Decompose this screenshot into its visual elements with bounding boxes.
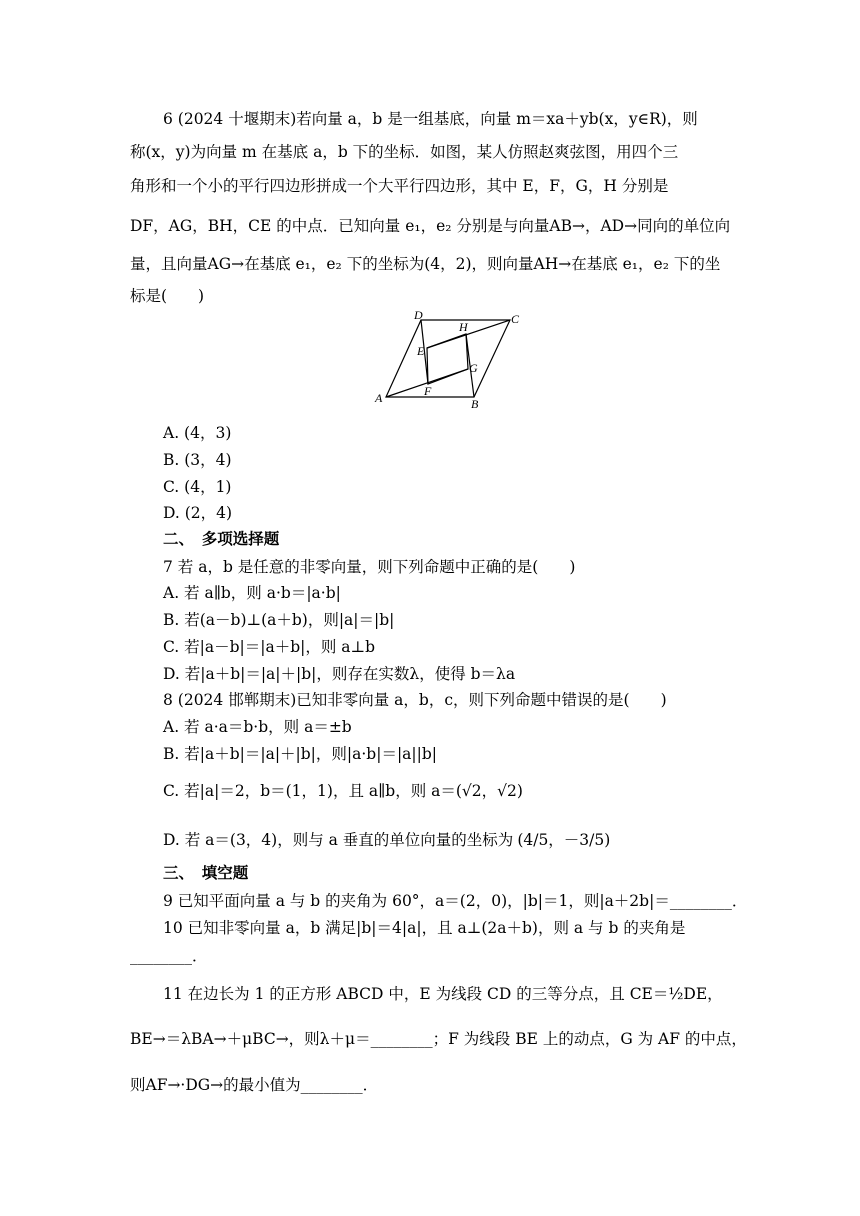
q11-line-2: BE→＝λBA→＋μBC→，则λ＋μ＝________；F 为线段 BE 上的动点，G 为 AF 的中点， (130, 1030, 747, 1048)
q8-option-c[interactable]: C. 若|a|＝2，b＝(1，1)，且 a∥b，则 a＝(√2，√2) (163, 782, 523, 800)
q6-option-a[interactable]: A. (4，3) (163, 424, 232, 442)
section-2-heading: 二、 多项选择题 (163, 529, 280, 548)
q6-line-6: 标是( ) (130, 287, 205, 305)
q10-line-2: ________． (130, 947, 208, 965)
label-a: A (375, 391, 383, 405)
q8-option-d-text: D. 若 a＝(3，4)，则与 a 垂直的单位向量的坐标为 (163, 831, 514, 849)
q7-stem: 7 若 a，b 是任意的非零向量，则下列命题中正确的是( ) (163, 558, 576, 576)
q6-line-4: DF，AG，BH，CE 的中点．已知向量 e₁，e₂ 分别是与向量AB→，AD→同向的单位向 (130, 217, 731, 235)
label-b: B (471, 397, 479, 410)
q7-option-d[interactable]: D. 若|a＋b|＝|a|＋|b|，则存在实数λ，使得 b＝λa (163, 665, 516, 683)
section-3-heading: 三、 填空题 (163, 863, 249, 882)
q11-line-1: 11 在边长为 1 的正方形 ABCD 中，E 为线段 CD 的三等分点，且 CE＝½DE， (163, 985, 723, 1003)
q8-stem: 8 (2024 邯郸期末)已知非零向量 a，b，c，则下列命题中错误的是( ) (163, 691, 667, 709)
outer-parallelogram (386, 320, 510, 397)
parallelogram-figure (370, 306, 530, 410)
q8-option-d[interactable] (163, 828, 610, 850)
q6-option-c[interactable]: C. (4，1) (163, 478, 232, 496)
label-g: G (469, 361, 478, 375)
q8-option-d-vector: (4/5，－3/5) (517, 831, 611, 849)
label-e: E (417, 344, 425, 358)
q10-line-1: 10 已知非零向量 a，b 满足|b|＝4|a|，且 a⊥(2a＋b)，则 a 与 b 的夹角是 (163, 919, 686, 937)
q6-option-d[interactable]: D. (2，4) (163, 504, 233, 522)
label-f: F (424, 384, 432, 398)
q6-line-2: 称(x，y)为向量 m 在基底 a，b 下的坐标．如图，某人仿照赵爽弦图，用四个三 (130, 143, 679, 161)
q8-option-a[interactable]: A. 若 a·a＝b·b，则 a＝±b (163, 718, 352, 736)
label-h: H (459, 320, 468, 334)
q7-option-c[interactable]: C. 若|a－b|＝|a＋b|，则 a⊥b (163, 638, 376, 656)
q6-option-b[interactable]: B. (3，4) (163, 451, 232, 469)
q8-option-b[interactable]: B. 若|a＋b|＝|a|＋|b|，则|a·b|＝|a||b| (163, 745, 437, 763)
q6-line-5: 量，且向量AG→在基底 e₁，e₂ 下的坐标为(4，2)，则向量AH→在基底 e₁，e₂ 下的坐 (130, 255, 721, 273)
q11-line-3: 则AF→·DG→的最小值为________． (130, 1076, 379, 1094)
label-c: C (511, 312, 520, 326)
q7-option-b[interactable]: B. 若(a－b)⊥(a＋b)，则|a|＝|b| (163, 611, 395, 629)
q6-line-1: 6 (2024 十堰期末)若向量 a，b 是一组基底，向量 m＝xa＋yb(x，y∈R)，则 (163, 110, 698, 128)
q7-option-a[interactable]: A. 若 a∥b，则 a·b＝|a·b| (163, 584, 341, 602)
q9-text: 9 已知平面向量 a 与 b 的夹角为 60°，a＝(2，0)，|b|＝1，则|a＋2b|＝________． (163, 892, 748, 910)
q6-line-3: 角形和一个小的平行四边形拼成一个大平行四边形，其中 E，F，G，H 分别是 (130, 177, 669, 195)
label-d: D (414, 308, 423, 322)
